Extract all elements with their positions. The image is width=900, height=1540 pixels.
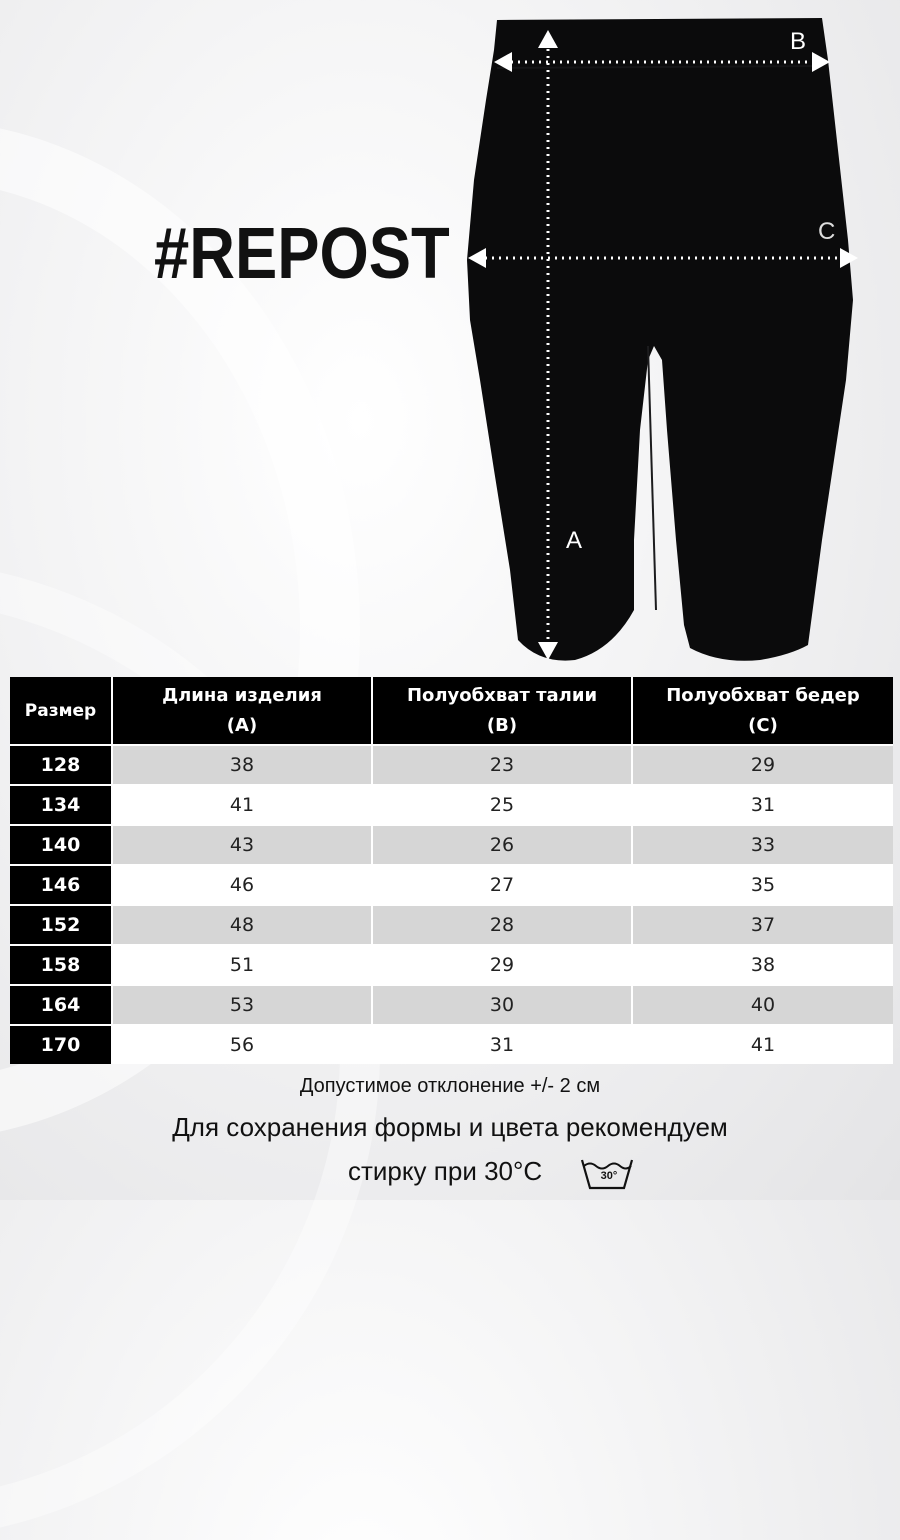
table-row: [10, 744, 893, 784]
length-cell: 38: [111, 744, 371, 784]
waist-cell: 31: [371, 1024, 631, 1064]
size-cell: 134: [10, 784, 111, 824]
waist-cell: 25: [371, 784, 631, 824]
header-size: Размер: [10, 677, 111, 744]
table-row: [10, 904, 893, 944]
hips-cell: 33: [631, 824, 893, 864]
size-cell: 140: [10, 824, 111, 864]
table-header-row: [10, 677, 893, 744]
waist-cell: 26: [371, 824, 631, 864]
waist-cell: 30: [371, 984, 631, 1024]
table-row: [10, 784, 893, 824]
waist-cell: 23: [371, 744, 631, 784]
length-cell: 41: [111, 784, 371, 824]
tolerance-note: Допустимое отклонение +/- 2 см: [299, 1075, 601, 1097]
size-cell: 128: [10, 744, 111, 784]
header-hips: Полуобхват бедер (C): [631, 677, 893, 744]
table-row: [10, 824, 893, 864]
table-row: [10, 864, 893, 904]
shorts-silhouette: [467, 18, 853, 661]
waist-cell: 29: [371, 944, 631, 984]
wash-temperature: 30°: [600, 1170, 618, 1182]
length-cell: 51: [111, 944, 371, 984]
length-cell: 53: [111, 984, 371, 1024]
hips-cell: 35: [631, 864, 893, 904]
size-cell: 158: [10, 944, 111, 984]
label-c: C: [818, 218, 836, 245]
care-note-line2: стирку при 30°C: [348, 1156, 543, 1186]
hips-cell: 41: [631, 1024, 893, 1064]
table-row: [10, 984, 893, 1024]
length-cell: 56: [111, 1024, 371, 1064]
size-cell: 152: [10, 904, 111, 944]
size-cell: 146: [10, 864, 111, 904]
table-row: [10, 944, 893, 984]
size-cell: 164: [10, 984, 111, 1024]
size-table: [10, 677, 893, 1064]
shorts-diagram: [0, 0, 900, 670]
hips-cell: 38: [631, 944, 893, 984]
brand-logo: #REPOST: [154, 214, 450, 294]
label-a: A: [566, 527, 583, 554]
header-waist: Полуобхват талии (B): [371, 677, 631, 744]
table-row: [10, 1024, 893, 1064]
length-cell: 46: [111, 864, 371, 904]
size-cell: 170: [10, 1024, 111, 1064]
length-cell: 48: [111, 904, 371, 944]
hips-cell: 37: [631, 904, 893, 944]
length-cell: 43: [111, 824, 371, 864]
hips-cell: 40: [631, 984, 893, 1024]
hips-cell: 29: [631, 744, 893, 784]
waist-cell: 27: [371, 864, 631, 904]
hips-cell: 31: [631, 784, 893, 824]
waist-cell: 28: [371, 904, 631, 944]
header-length: Длина изделия (A): [111, 677, 371, 744]
label-b: B: [790, 28, 807, 55]
care-note-line1: Для сохранения формы и цвета рекомендуем: [172, 1112, 728, 1142]
